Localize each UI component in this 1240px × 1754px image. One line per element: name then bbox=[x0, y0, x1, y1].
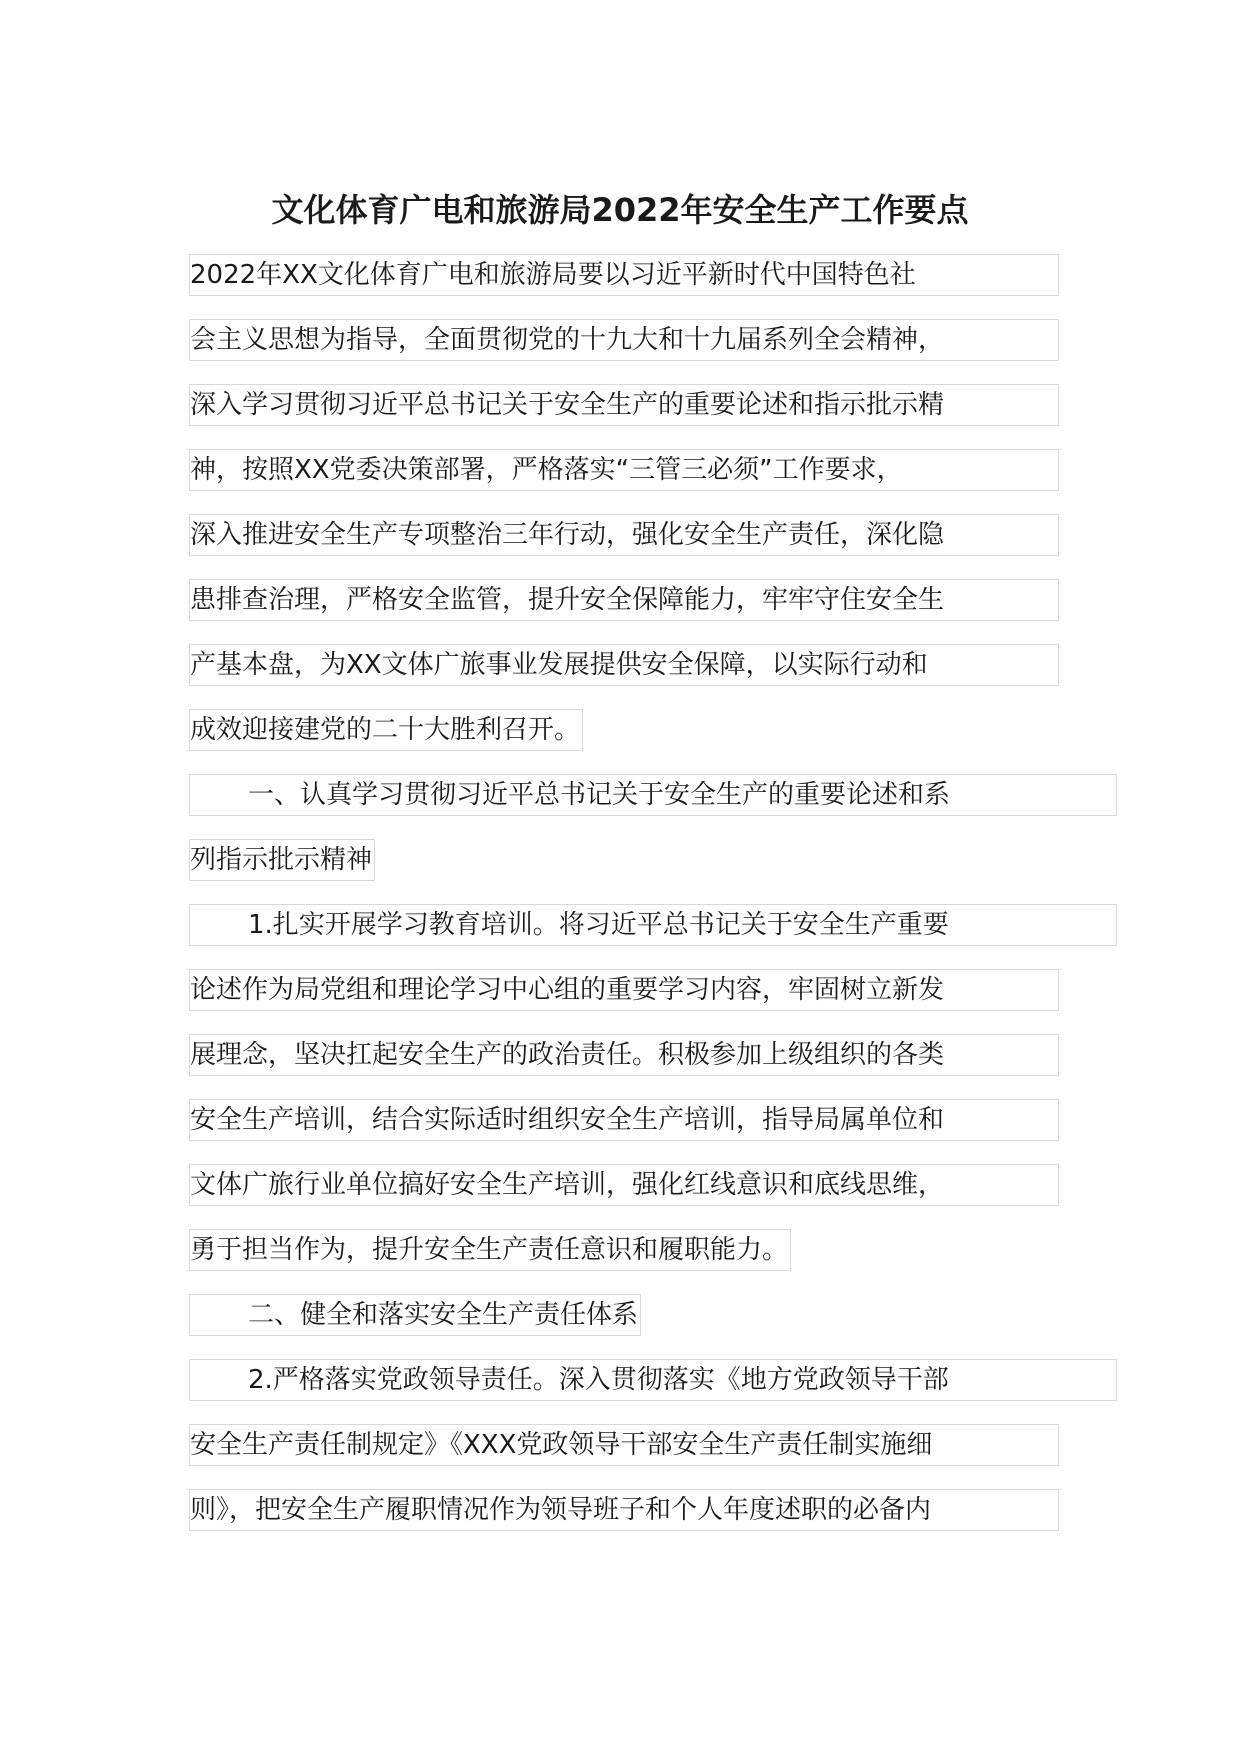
text-line: 患排查治理，严格安全监管，提升安全保障能力，牢牢守住安全生 bbox=[190, 580, 1060, 620]
text-line: 2.严格落实党政领导责任。深入贯彻落实《地方党政领导干部 bbox=[190, 1360, 1060, 1400]
text-line: 深入学习贯彻习近平总书记关于安全生产的重要论述和指示批示精 bbox=[190, 385, 1060, 425]
document-title: 文化体育广电和旅游局2022年安全生产工作要点 bbox=[271, 191, 969, 229]
text-line: 1.扎实开展学习教育培训。将习近平总书记关于安全生产重要 bbox=[190, 905, 1060, 945]
text-line: 论述作为局党组和理论学习中心组的重要学习内容，牢固树立新发 bbox=[190, 970, 1060, 1010]
section-heading-2: 二、健全和落实安全生产责任体系 bbox=[190, 1295, 1060, 1335]
text-line: 安全生产培训，结合实际适时组织安全生产培训，指导局属单位和 bbox=[190, 1100, 1060, 1140]
text-line: 安全生产责任制规定》《XXX党政领导干部安全生产责任制实施细 bbox=[190, 1425, 1060, 1465]
text-line: 展理念，坚决扛起安全生产的政治责任。积极参加上级组织的各类 bbox=[190, 1035, 1060, 1075]
text-line: 文体广旅行业单位搞好安全生产培训，强化红线意识和底线思维， bbox=[190, 1165, 1060, 1205]
text-line: 2022年XX文化体育广电和旅游局要以习近平新时代中国特色社 bbox=[190, 255, 1060, 295]
section-heading-1: 一、认真学习贯彻习近平总书记关于安全生产的重要论述和系 bbox=[190, 775, 1060, 815]
text-line: 深入推进安全生产专项整治三年行动，强化安全生产责任，深化隐 bbox=[190, 515, 1060, 555]
text-line: 产基本盘，为XX文体广旅事业发展提供安全保障，以实际行动和 bbox=[190, 645, 1060, 685]
text-line: 则》，把安全生产履职情况作为领导班子和个人年度述职的必备内 bbox=[190, 1490, 1060, 1530]
text-line: 成效迎接建党的二十大胜利召开。 bbox=[190, 710, 1060, 750]
document-body bbox=[190, 255, 1060, 1555]
text-line: 会主义思想为指导，全面贯彻党的十九大和十九届系列全会精神， bbox=[190, 320, 1060, 360]
text-line: 神，按照XX党委决策部署，严格落实“三管三必须”工作要求， bbox=[190, 450, 1060, 490]
section-heading-1-cont: 列指示批示精神 bbox=[190, 840, 1060, 880]
text-line: 勇于担当作为，提升安全生产责任意识和履职能力。 bbox=[190, 1230, 1060, 1270]
